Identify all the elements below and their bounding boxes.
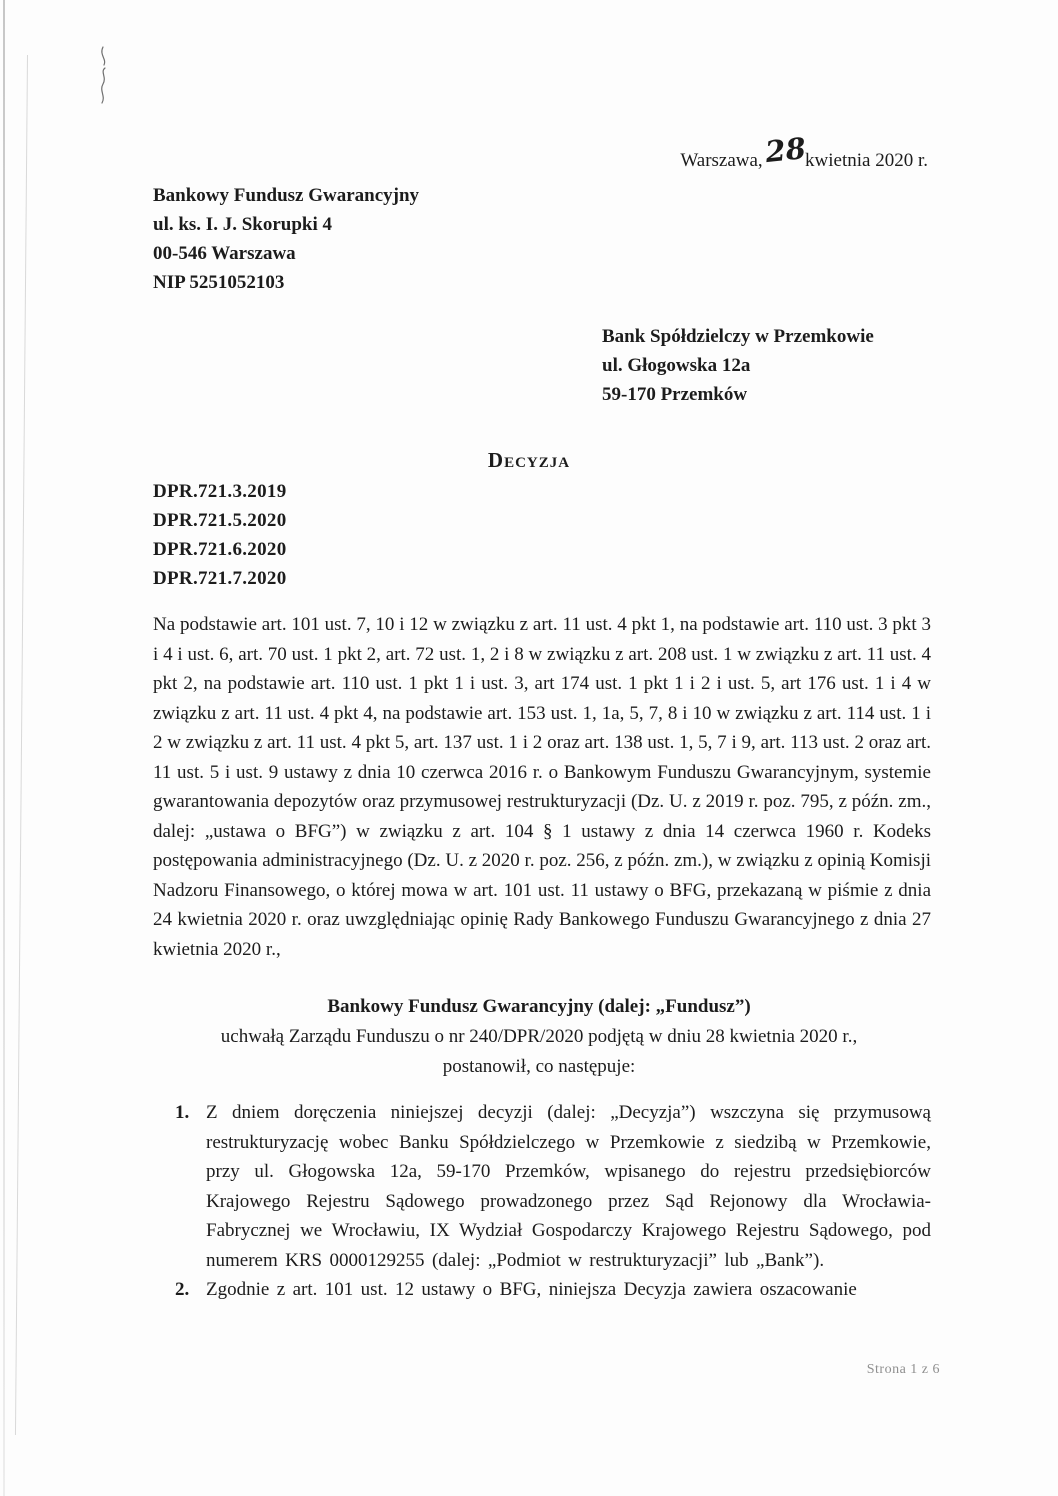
decision-items-list bbox=[175, 1098, 931, 1305]
reference-number: DPR.721.3.2019 bbox=[153, 481, 287, 502]
list-item-number: 1. bbox=[175, 1102, 190, 1123]
scan-fold-line bbox=[15, 55, 28, 1435]
list-item-text: Zgodnie z art. 101 ust. 12 ustawy o BFG, niniejsza Decyzja zawiera oszacowanie bbox=[206, 1279, 857, 1300]
sender-address-block bbox=[153, 181, 419, 297]
resolution-line2: uchwałą Zarządu Funduszu o nr 240/DPR/2020 podjętą w dniu 28 kwietnia 2020 r., bbox=[220, 1026, 858, 1047]
reference-number: DPR.721.7.2020 bbox=[153, 568, 287, 589]
recipient-street: ul. Głogowska 12a bbox=[602, 355, 751, 376]
sender-name: Bankowy Fundusz Gwarancyjny bbox=[153, 185, 420, 206]
list-item bbox=[175, 1275, 931, 1305]
reference-number: DPR.721.6.2020 bbox=[153, 539, 287, 560]
handwritten-day: 28 bbox=[763, 131, 808, 170]
recipient-address-block bbox=[602, 322, 874, 409]
reference-numbers bbox=[153, 477, 287, 593]
date-rest: kwietnia 2020 r. bbox=[805, 150, 928, 171]
scan-edge-line bbox=[3, 0, 5, 1496]
list-item-text: Z dniem doręczenia niniejszej decyzji (dalej: „Decyzja”) wszczyna się przymusową restrukturyzację wobec Banku Spółdzielczego w Przemkowie z siedzibą w Przemkowie, przy ul. Głogowska 12a, 59-170 Przemków, wpisanego do rejestru przedsiębiorców Krajowego Rejestru Sądowego prowadzonego przez Sąd Rejonowy dla Wrocławia-Fabrycznej we Wrocławiu, IX Wydział Gospodarczy Krajowego Rejestru Sądowego, pod numerem KRS 0000129255 (dalej: „Podmiot w restrukturyzacji” lub „Bank”). bbox=[206, 1102, 931, 1271]
list-item-number: 2. bbox=[175, 1279, 190, 1300]
resolution-line3: postanowił, co następuje: bbox=[442, 1056, 636, 1077]
recipient-name: Bank Spółdzielczy w Przemkowie bbox=[602, 326, 874, 347]
date-line bbox=[680, 131, 928, 172]
date-city: Warszawa, bbox=[680, 150, 763, 171]
list-item bbox=[175, 1098, 931, 1275]
legal-basis-paragraph: Na podstawie art. 101 ust. 7, 10 i 12 w związku z art. 11 ust. 4 pkt 1, na podstawie art. 110 ust. 3 pkt 3 i 4 i ust. 6, art. 70 ust. 1 pkt 2, art. 72 ust. 1, 2 i 8 w związku z art. 208 ust. 1 w związku z art. 11 ust. 4 pkt 2, na podstawie art. 110 ust. 1 pkt 1 i ust. 3, art 174 ust. 1 pkt 1 i 2 i ust. 5, art 176 ust. 1 i 4 w związku z art. 11 ust. 4 pkt 4, na podstawie art. 153 ust. 1, 1a, 5, 7, 8 i 10 w związku z art. 114 ust. 1 i 2 w związku z art. 11 ust. 4 pkt 5, art. 137 ust. 1 i 2 oraz art. 138 ust. 1, 5, 7 i 9, art. 113 ust. 2 oraz art. 11 ust. 5 i ust. 9 ustawy z dnia 10 czerwca 2016 r. o Bankowym Funduszu Gwarancyjnym, systemie gwarantowania depozytów oraz przymusowej restrukturyzacji (Dz. U. z 2019 r. poz. 795, z późn. zm., dalej: „ustawa o BFG”) w związku z art. 104 § 1 ustawy z dnia 14 czerwca 1960 r. Kodeks postępowania administracyjnego (Dz. U. z 2020 r. poz. 256, z późn. zm.), w związku z opinią Komisji Nadzoru Finansowego, o której mowa w art. 101 ust. 11 ustawy o BFG, przekazaną w piśmie z dnia 24 kwietnia 2020 r. oraz uwzględniając opinię Rady Bankowego Funduszu Gwarancyjnego z dnia 27 kwietnia 2020 r., bbox=[153, 614, 931, 960]
document-title: Decyzja bbox=[487, 448, 571, 472]
page-number-indicator: Strona 1 z 6 bbox=[866, 1362, 940, 1377]
reference-number: DPR.721.5.2020 bbox=[153, 510, 287, 531]
pen-mark-squiggle bbox=[94, 46, 116, 104]
recipient-city: 59-170 Przemków bbox=[602, 384, 748, 405]
sender-street: ul. ks. I. J. Skorupki 4 bbox=[153, 214, 332, 235]
resolution-block bbox=[139, 992, 939, 1082]
sender-nip: NIP 5251052103 bbox=[153, 272, 285, 293]
sender-city: 00-546 Warszawa bbox=[153, 243, 296, 264]
resolution-heading: Bankowy Fundusz Gwarancyjny (dalej: „Fundusz”) bbox=[327, 996, 751, 1017]
